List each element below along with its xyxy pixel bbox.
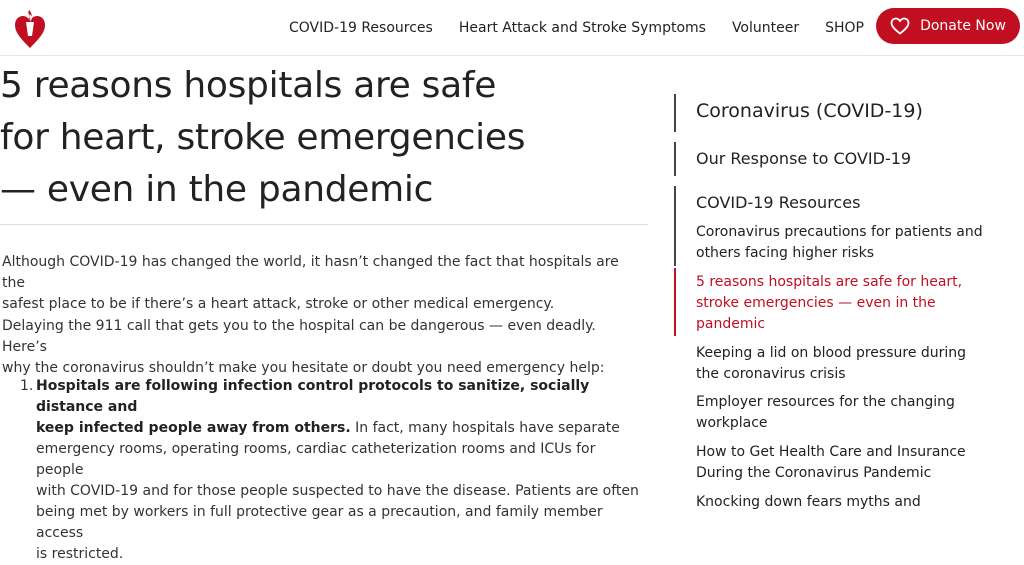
paragraph-line: Delaying the 911 call that gets you to the hospital can be dangerous — even deadly. Here’s [2,318,596,355]
aha-heart-torch-icon[interactable] [14,6,46,50]
sidebar-item-label: During the Coronavirus Pandemic [696,465,932,481]
paragraph-line: safest place to be if there’s a heart attack, stroke or other medical emergency. [2,296,555,312]
sidebar-item-label: Coronavirus precautions for patients and [696,224,983,240]
nav-covid-resources[interactable]: COVID-19 Resources [288,20,433,36]
sidebar-indicator [674,186,676,266]
page-title [0,56,650,216]
list-item-text: with COVID-19 and for those people suspected to have the disease. Patients are often [36,483,639,499]
sidebar-item-label: Knocking down fears myths and [696,494,921,510]
list-item-text: emergency rooms, operating rooms, cardiac catheterization rooms and ICUs for people [36,441,596,478]
sidebar-heading[interactable]: Coronavirus (COVID-19) [696,100,923,122]
sidebar-indicator [674,142,676,176]
list-number: 1. [20,378,34,394]
sidebar-item-knocking-down-fears[interactable] [696,492,996,513]
intro-paragraph [2,252,642,315]
list-item-bold-text: keep infected people away from others. [36,420,351,436]
list-item [36,376,640,565]
title-line: — even in the pandemic [0,169,434,210]
nav-volunteer[interactable]: Volunteer [731,20,800,36]
list-item-text: is restricted. [36,546,124,562]
sidebar-active-indicator [674,268,676,336]
sidebar-item-label: stroke emergencies — even in the [696,295,936,311]
sidebar-item-blood-pressure[interactable] [696,343,996,385]
second-paragraph [2,316,642,379]
sidebar-item-covid-resources[interactable]: COVID-19 Resources [696,193,861,212]
title-line: for heart, stroke emergencies [0,117,526,158]
heart-outline-icon [890,17,910,35]
sidebar-item-label: 5 reasons hospitals are safe for heart, [696,274,963,290]
article [0,56,650,562]
title-line: 5 reasons hospitals are safe [0,65,497,106]
reasons-list [20,376,640,565]
sidebar-nav [674,56,1024,512]
sidebar-item-label: others facing higher risks [696,245,875,261]
sidebar-item-health-care-insurance[interactable] [696,442,996,484]
sidebar-item-5-reasons[interactable] [696,272,996,335]
site-header [0,0,1024,56]
sidebar-item-employer-resources[interactable] [696,392,996,434]
primary-nav [263,0,864,56]
sidebar-indicator [674,94,676,132]
list-item-text: being met by workers in full protective gear as a precaution, and family member access [36,504,603,541]
sidebar-item-our-response[interactable]: Our Response to COVID-19 [696,149,912,168]
paragraph-line: Although COVID-19 has changed the world, it hasn’t changed the fact that hospitals are the [2,254,619,291]
sidebar-item-label: pandemic [696,316,766,332]
donate-now-button[interactable] [876,8,1020,44]
paragraph-line: why the coronavirus shouldn’t make you hesitate or doubt you need emergency help: [2,360,605,376]
donate-now-label: Donate Now [920,18,1006,34]
sidebar-item-precautions[interactable] [696,222,996,264]
nav-heart-attack-stroke-symptoms[interactable]: Heart Attack and Stroke Symptoms [458,20,706,36]
list-item-text: In fact, many hospitals have separate [350,420,620,436]
nav-shop[interactable]: SHOP [825,20,864,36]
list-item-bold-text: Hospitals are following infection control protocols to sanitize, socially distance and [36,378,590,415]
sidebar-item-label: Keeping a lid on blood pressure during [696,345,967,361]
sidebar-item-label: workplace [696,415,768,431]
sidebar-item-label: Employer resources for the changing [696,394,955,410]
sidebar-item-label: How to Get Health Care and Insurance [696,444,966,460]
sidebar-item-label: the coronavirus crisis [696,366,846,382]
title-divider [0,224,648,225]
